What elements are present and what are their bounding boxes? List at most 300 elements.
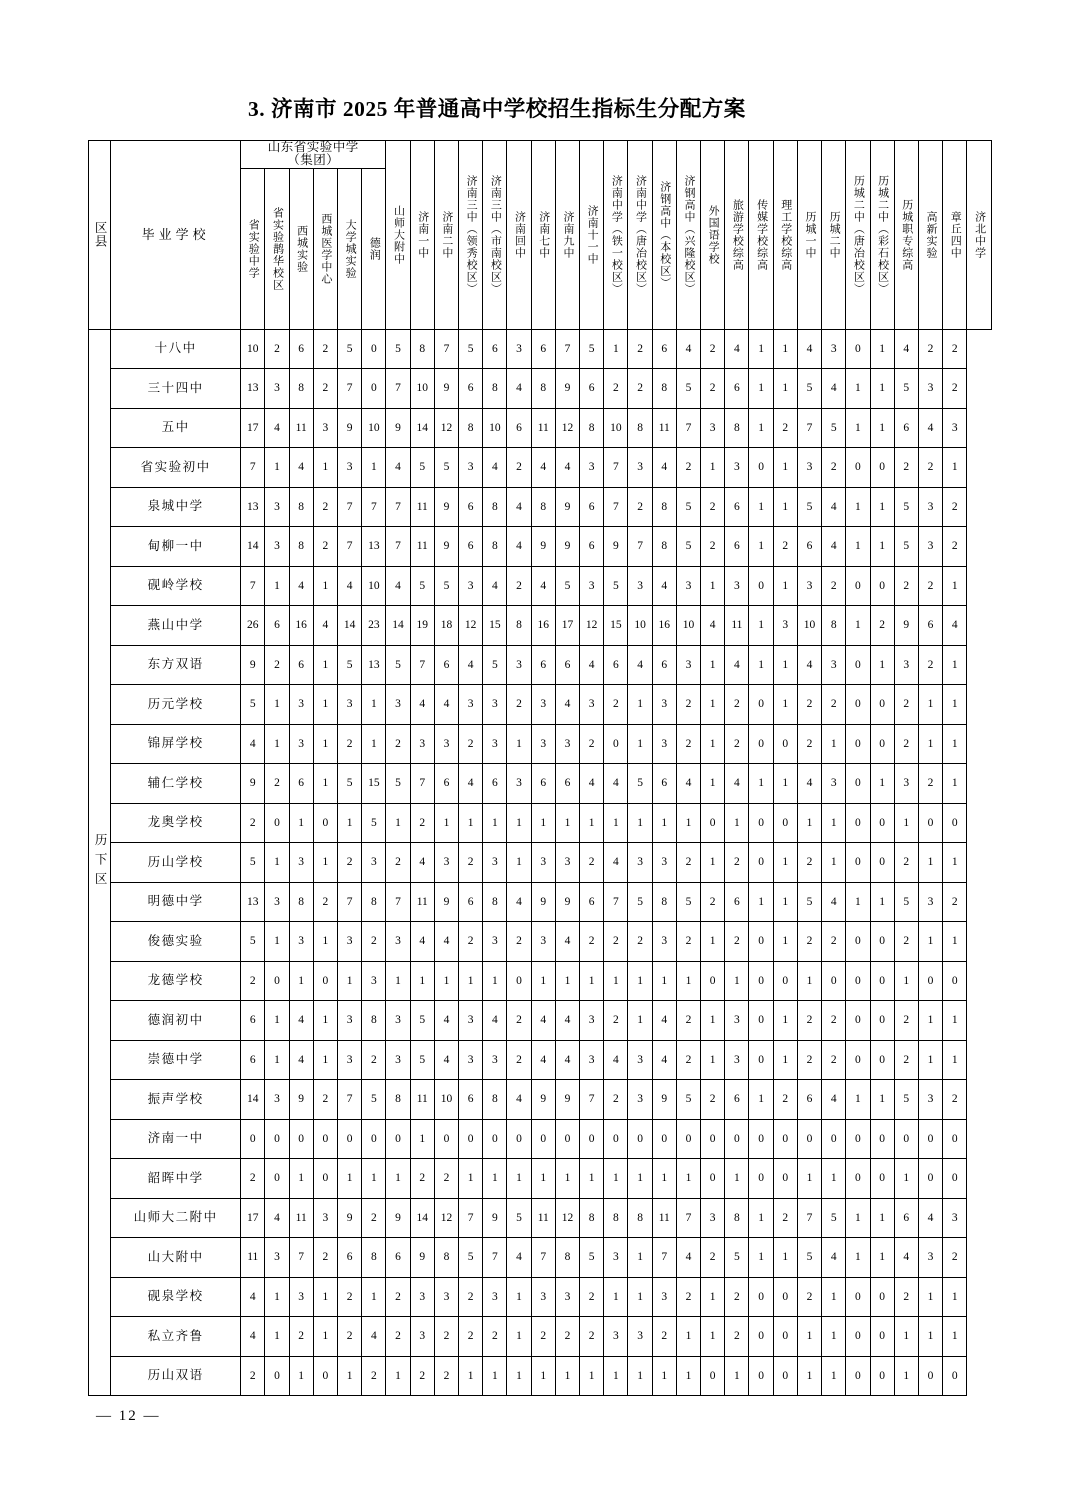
quota-cell: 1 [797, 961, 821, 1001]
quota-cell: 4 [434, 685, 458, 725]
quota-cell: 4 [725, 645, 749, 685]
quota-cell: 1 [749, 645, 773, 685]
quota-cell: 0 [846, 843, 870, 883]
quota-cell: 2 [580, 922, 604, 962]
quota-cell: 1 [725, 803, 749, 843]
quota-cell: 0 [604, 1119, 628, 1159]
quota-cell: 5 [676, 487, 700, 527]
quota-cell: 3 [652, 724, 676, 764]
quota-cell: 5 [894, 369, 918, 409]
quota-cell: 3 [652, 922, 676, 962]
quota-cell: 2 [459, 1277, 483, 1317]
quota-cell: 7 [362, 487, 386, 527]
quota-cell: 6 [725, 1080, 749, 1120]
quota-cell: 8 [652, 487, 676, 527]
quota-cell: 2 [943, 527, 967, 567]
quota-cell: 3 [362, 961, 386, 1001]
quota-cell: 1 [580, 1159, 604, 1199]
quota-cell: 3 [628, 1040, 652, 1080]
table-row [89, 566, 992, 606]
quota-cell: 3 [580, 685, 604, 725]
quota-cell: 3 [628, 843, 652, 883]
quota-cell: 1 [846, 487, 870, 527]
quota-cell: 1 [531, 961, 555, 1001]
quota-cell: 4 [797, 645, 821, 685]
quota-cell: 2 [894, 1040, 918, 1080]
quota-cell: 2 [943, 1080, 967, 1120]
quota-cell: 1 [265, 685, 289, 725]
quota-cell: 0 [749, 1040, 773, 1080]
quota-cell: 1 [555, 1159, 579, 1199]
quota-cell: 1 [773, 764, 797, 804]
quota-cell: 2 [701, 369, 725, 409]
quota-cell: 2 [894, 843, 918, 883]
quota-cell: 7 [604, 882, 628, 922]
quota-cell: 11 [725, 606, 749, 646]
quota-cell: 7 [434, 329, 458, 369]
quota-cell: 0 [265, 1356, 289, 1396]
quota-cell: 0 [313, 1356, 337, 1396]
quota-cell: 3 [459, 685, 483, 725]
quota-cell: 1 [943, 566, 967, 606]
quota-cell: 8 [483, 487, 507, 527]
quota-cell: 6 [580, 369, 604, 409]
header-col-1 [265, 168, 289, 329]
school-name-cell: 甸柳一中 [111, 527, 241, 567]
quota-cell: 3 [483, 685, 507, 725]
header-col-26 [870, 141, 894, 330]
quota-cell: 0 [773, 1119, 797, 1159]
quota-cell: 11 [410, 882, 434, 922]
quota-cell: 18 [434, 606, 458, 646]
quota-cell: 4 [507, 487, 531, 527]
quota-cell: 9 [434, 369, 458, 409]
header-col-3 [313, 168, 337, 329]
quota-cell: 8 [531, 369, 555, 409]
quota-cell: 1 [265, 1317, 289, 1357]
quota-cell: 2 [265, 764, 289, 804]
quota-cell: 0 [943, 961, 967, 1001]
quota-cell: 1 [870, 1080, 894, 1120]
header-col-label: 西城实验 [295, 224, 308, 273]
quota-cell: 1 [313, 1277, 337, 1317]
quota-cell: 0 [846, 1317, 870, 1357]
quota-cell: 1 [628, 1001, 652, 1041]
quota-cell: 5 [241, 843, 265, 883]
allocation-table [88, 140, 992, 1396]
quota-cell: 1 [846, 882, 870, 922]
quota-cell: 1 [822, 1159, 846, 1199]
table-row [89, 408, 992, 448]
quota-cell: 5 [459, 1238, 483, 1278]
quota-cell: 1 [773, 566, 797, 606]
school-name-cell: 东方双语 [111, 645, 241, 685]
quota-cell: 4 [265, 408, 289, 448]
quota-cell: 1 [870, 645, 894, 685]
quota-cell: 2 [337, 843, 361, 883]
header-col-28 [918, 141, 942, 330]
quota-cell: 1 [362, 685, 386, 725]
quota-cell: 1 [943, 685, 967, 725]
quota-cell: 1 [943, 645, 967, 685]
quota-cell: 3 [822, 329, 846, 369]
quota-cell: 2 [822, 1001, 846, 1041]
quota-cell: 17 [241, 408, 265, 448]
quota-cell: 1 [604, 1277, 628, 1317]
quota-cell: 0 [846, 1040, 870, 1080]
quota-cell: 7 [797, 1198, 821, 1238]
quota-cell: 1 [943, 1317, 967, 1357]
quota-cell: 1 [313, 724, 337, 764]
quota-cell: 3 [289, 922, 313, 962]
quota-cell: 4 [797, 764, 821, 804]
quota-cell: 6 [531, 764, 555, 804]
table-row [89, 1198, 992, 1238]
quota-cell: 0 [652, 1119, 676, 1159]
quota-cell: 0 [337, 1119, 361, 1159]
quota-cell: 5 [676, 369, 700, 409]
quota-cell: 1 [846, 369, 870, 409]
quota-cell: 0 [870, 566, 894, 606]
quota-cell: 1 [749, 1080, 773, 1120]
quota-cell: 2 [652, 1317, 676, 1357]
header-col-25 [846, 141, 870, 330]
quota-cell: 4 [459, 764, 483, 804]
quota-cell: 0 [749, 1159, 773, 1199]
quota-cell: 2 [822, 566, 846, 606]
quota-cell: 9 [337, 1198, 361, 1238]
quota-cell: 3 [531, 724, 555, 764]
quota-cell: 0 [701, 803, 725, 843]
quota-cell: 0 [870, 1119, 894, 1159]
quota-cell: 0 [749, 1356, 773, 1396]
quota-cell: 5 [676, 527, 700, 567]
quota-cell: 4 [337, 566, 361, 606]
quota-cell: 7 [483, 1238, 507, 1278]
quota-cell: 3 [918, 1238, 942, 1278]
quota-cell: 9 [555, 882, 579, 922]
quota-cell: 11 [531, 1198, 555, 1238]
quota-cell: 14 [241, 527, 265, 567]
school-name-cell: 十八中 [111, 329, 241, 369]
quota-cell: 0 [483, 1119, 507, 1159]
quota-cell: 3 [507, 329, 531, 369]
quota-cell: 4 [241, 1277, 265, 1317]
quota-cell: 9 [531, 1080, 555, 1120]
quota-cell: 1 [313, 645, 337, 685]
quota-cell: 1 [313, 764, 337, 804]
quota-cell: 1 [652, 961, 676, 1001]
quota-cell: 3 [822, 645, 846, 685]
quota-cell: 7 [386, 369, 410, 409]
quota-cell: 0 [749, 1119, 773, 1159]
quota-cell: 0 [749, 803, 773, 843]
header-col-29 [943, 141, 967, 330]
quota-cell: 3 [531, 922, 555, 962]
quota-cell: 3 [725, 566, 749, 606]
quota-cell: 1 [265, 566, 289, 606]
quota-cell: 6 [918, 606, 942, 646]
quota-cell: 9 [531, 527, 555, 567]
quota-cell: 3 [362, 843, 386, 883]
quota-cell: 1 [749, 882, 773, 922]
quota-cell: 5 [797, 369, 821, 409]
quota-cell: 6 [725, 369, 749, 409]
quota-cell: 0 [870, 685, 894, 725]
quota-cell: 1 [943, 1277, 967, 1317]
quota-cell: 1 [507, 1356, 531, 1396]
quota-cell: 0 [434, 1119, 458, 1159]
header-col-label: 德润 [368, 236, 381, 261]
quota-cell: 2 [580, 1277, 604, 1317]
quota-cell: 3 [386, 685, 410, 725]
quota-cell: 1 [943, 922, 967, 962]
quota-cell: 6 [652, 329, 676, 369]
quota-cell: 3 [701, 1198, 725, 1238]
quota-cell: 6 [289, 329, 313, 369]
quota-cell: 2 [580, 724, 604, 764]
quota-cell: 10 [676, 606, 700, 646]
quota-cell: 1 [918, 843, 942, 883]
header-group-shandong-experimental [241, 141, 386, 169]
quota-cell: 4 [555, 448, 579, 488]
quota-cell: 1 [628, 1277, 652, 1317]
quota-cell: 10 [362, 408, 386, 448]
quota-cell: 14 [410, 408, 434, 448]
quota-cell: 3 [797, 566, 821, 606]
quota-cell: 7 [386, 487, 410, 527]
quota-cell: 2 [701, 329, 725, 369]
quota-cell: 0 [725, 1119, 749, 1159]
quota-cell: 1 [846, 1238, 870, 1278]
quota-cell: 2 [773, 527, 797, 567]
quota-cell: 6 [483, 329, 507, 369]
quota-cell: 8 [362, 882, 386, 922]
quota-cell: 2 [604, 685, 628, 725]
header-col-label: 传媒学校综高 [755, 198, 768, 271]
quota-cell: 0 [918, 803, 942, 843]
header-col-15 [604, 141, 628, 330]
quota-cell: 2 [701, 882, 725, 922]
quota-cell: 1 [797, 1356, 821, 1396]
header-col-label: 大学城实验 [344, 218, 357, 279]
quota-cell: 2 [313, 527, 337, 567]
header-col-27 [894, 141, 918, 330]
school-name-cell: 山师大二附中 [111, 1198, 241, 1238]
quota-cell: 4 [434, 1040, 458, 1080]
quota-cell: 4 [580, 764, 604, 804]
quota-cell: 2 [434, 1159, 458, 1199]
quota-cell: 8 [725, 1198, 749, 1238]
quota-cell: 9 [555, 369, 579, 409]
quota-cell: 1 [531, 1159, 555, 1199]
header-col-9 [459, 141, 483, 330]
quota-cell: 2 [701, 527, 725, 567]
quota-cell: 7 [386, 527, 410, 567]
quota-cell: 6 [507, 408, 531, 448]
quota-cell: 0 [459, 1119, 483, 1159]
quota-cell: 1 [701, 1317, 725, 1357]
quota-cell: 14 [410, 1198, 434, 1238]
quota-cell: 0 [604, 724, 628, 764]
quota-cell: 1 [313, 1040, 337, 1080]
quota-cell: 1 [773, 1040, 797, 1080]
quota-cell: 2 [918, 329, 942, 369]
quota-cell: 1 [289, 961, 313, 1001]
quota-cell: 3 [580, 1040, 604, 1080]
quota-cell: 8 [507, 606, 531, 646]
quota-cell: 2 [894, 1001, 918, 1041]
quota-cell: 2 [676, 1277, 700, 1317]
quota-cell: 1 [822, 1356, 846, 1396]
header-col-label: 济钢高中（兴隆校区） [682, 174, 695, 295]
quota-cell: 0 [797, 1119, 821, 1159]
school-name-cell: 锦屏学校 [111, 724, 241, 764]
header-col-5 [362, 168, 386, 329]
quota-cell: 0 [918, 1356, 942, 1396]
table-header [89, 141, 992, 330]
quota-cell: 4 [943, 606, 967, 646]
quota-cell: 2 [676, 724, 700, 764]
quota-cell: 1 [749, 527, 773, 567]
quota-cell: 6 [459, 527, 483, 567]
quota-cell: 2 [676, 448, 700, 488]
quota-cell: 2 [797, 1040, 821, 1080]
quota-cell: 6 [289, 645, 313, 685]
quota-cell: 2 [797, 685, 821, 725]
quota-cell: 2 [822, 685, 846, 725]
quota-cell: 2 [918, 645, 942, 685]
quota-cell: 5 [797, 882, 821, 922]
quota-cell: 6 [555, 645, 579, 685]
school-name-cell: 明德中学 [111, 882, 241, 922]
header-row-group [89, 141, 992, 169]
quota-cell: 3 [797, 448, 821, 488]
quota-cell: 6 [459, 1080, 483, 1120]
quota-cell: 1 [749, 606, 773, 646]
quota-cell: 4 [483, 566, 507, 606]
quota-cell: 1 [749, 329, 773, 369]
school-name-cell: 五中 [111, 408, 241, 448]
quota-cell: 3 [507, 645, 531, 685]
quota-cell: 1 [918, 1277, 942, 1317]
quota-cell: 8 [628, 1198, 652, 1238]
quota-cell: 3 [531, 843, 555, 883]
quota-cell: 7 [797, 408, 821, 448]
header-col-label: 理工学校综高 [779, 198, 792, 271]
header-col-label: 济南三中（市南校区） [489, 174, 502, 295]
header-col-label: 高新实验 [924, 210, 937, 259]
quota-cell: 5 [410, 1001, 434, 1041]
quota-cell: 0 [749, 1317, 773, 1357]
quota-cell: 1 [725, 961, 749, 1001]
quota-cell: 10 [241, 329, 265, 369]
quota-cell: 9 [434, 527, 458, 567]
quota-cell: 0 [676, 1119, 700, 1159]
quota-cell: 0 [846, 645, 870, 685]
quota-cell: 1 [676, 803, 700, 843]
table-row [89, 724, 992, 764]
quota-cell: 1 [289, 1159, 313, 1199]
quota-cell: 11 [289, 1198, 313, 1238]
quota-cell: 2 [604, 1001, 628, 1041]
quota-cell: 1 [337, 961, 361, 1001]
quota-cell: 2 [725, 685, 749, 725]
quota-cell: 3 [555, 1277, 579, 1317]
quota-cell: 0 [507, 1119, 531, 1159]
quota-cell: 5 [507, 1198, 531, 1238]
quota-cell: 5 [797, 487, 821, 527]
quota-cell: 3 [459, 1001, 483, 1041]
quota-cell: 5 [434, 448, 458, 488]
quota-cell: 1 [555, 803, 579, 843]
quota-cell: 4 [555, 1001, 579, 1041]
quota-cell: 1 [773, 882, 797, 922]
header-col-label: 历城二中 [828, 210, 841, 259]
quota-cell: 10 [362, 566, 386, 606]
quota-cell: 1 [797, 1317, 821, 1357]
quota-cell: 2 [507, 685, 531, 725]
quota-cell: 3 [628, 1080, 652, 1120]
quota-cell: 2 [943, 487, 967, 527]
quota-cell: 1 [313, 1001, 337, 1041]
quota-cell: 8 [483, 882, 507, 922]
quota-cell: 4 [822, 369, 846, 409]
quota-cell: 6 [725, 527, 749, 567]
quota-cell: 2 [725, 843, 749, 883]
header-col-label: 济钢高中（本校区） [658, 180, 671, 289]
quota-cell: 1 [265, 922, 289, 962]
quota-cell: 1 [870, 527, 894, 567]
quota-cell: 8 [483, 1080, 507, 1120]
quota-cell: 3 [943, 1198, 967, 1238]
table-row [89, 1001, 992, 1041]
quota-cell: 6 [459, 369, 483, 409]
quota-cell: 2 [362, 1356, 386, 1396]
quota-cell: 3 [652, 843, 676, 883]
header-col-label: 省实验中学 [247, 218, 260, 279]
quota-cell: 5 [337, 329, 361, 369]
quota-cell: 1 [507, 724, 531, 764]
quota-cell: 6 [241, 1040, 265, 1080]
quota-cell: 0 [943, 1119, 967, 1159]
quota-cell: 1 [386, 1356, 410, 1396]
quota-cell: 0 [870, 1317, 894, 1357]
quota-cell: 2 [313, 882, 337, 922]
quota-cell: 7 [337, 369, 361, 409]
quota-cell: 2 [241, 1356, 265, 1396]
quota-cell: 2 [822, 448, 846, 488]
quota-cell: 4 [797, 329, 821, 369]
quota-cell: 5 [894, 882, 918, 922]
quota-cell: 7 [459, 1198, 483, 1238]
quota-cell: 2 [628, 329, 652, 369]
quota-cell: 8 [410, 329, 434, 369]
quota-cell: 2 [725, 724, 749, 764]
quota-cell: 1 [822, 843, 846, 883]
quota-cell: 2 [386, 843, 410, 883]
quota-cell: 2 [386, 1317, 410, 1357]
quota-cell: 1 [483, 803, 507, 843]
quota-cell: 5 [386, 764, 410, 804]
quota-cell: 1 [725, 1159, 749, 1199]
quota-cell: 2 [313, 369, 337, 409]
quota-cell: 8 [289, 369, 313, 409]
quota-cell: 4 [265, 1198, 289, 1238]
quota-cell: 3 [265, 1238, 289, 1278]
quota-cell: 2 [555, 1317, 579, 1357]
quota-cell: 2 [943, 369, 967, 409]
